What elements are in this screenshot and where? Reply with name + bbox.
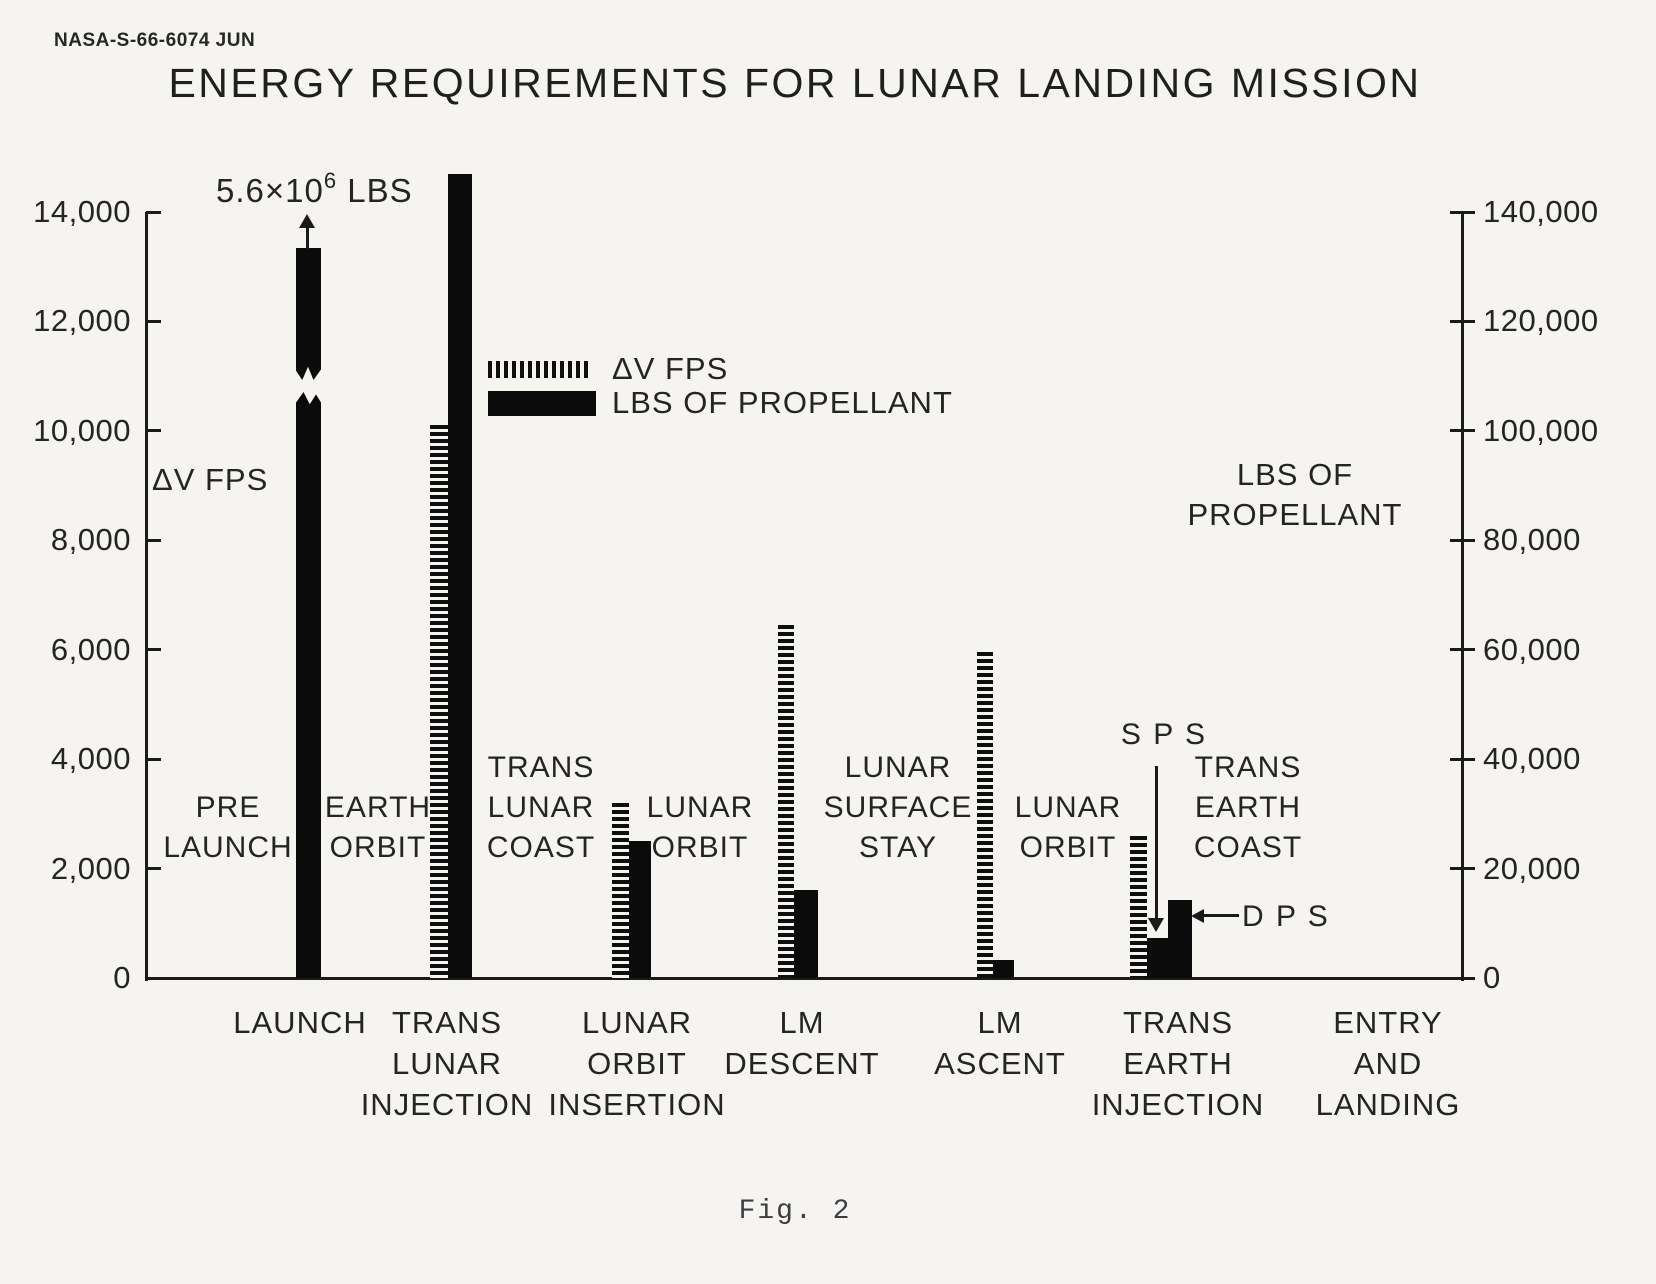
left-axis-tick-label: 8,000 bbox=[50, 522, 131, 558]
right-axis-tick bbox=[1450, 648, 1475, 651]
left-axis-tick-label: 6,000 bbox=[50, 631, 131, 667]
right-axis-tick bbox=[1450, 539, 1475, 542]
launch-propellant-annotation bbox=[216, 168, 413, 210]
sps-arrow-down-icon bbox=[1148, 918, 1164, 932]
bar-propellant-lm-ascent bbox=[993, 960, 1014, 978]
launch-annotation-base: 5.6×10 bbox=[216, 172, 324, 209]
left-axis-tick bbox=[146, 977, 161, 980]
chart-legend bbox=[488, 352, 953, 420]
bar-propellant-launch-lower bbox=[296, 392, 321, 978]
left-axis-tick-label: 10,000 bbox=[33, 412, 131, 448]
left-axis-caption: ΔV FPS bbox=[152, 462, 269, 497]
figure-caption: Fig. 2 bbox=[738, 1196, 852, 1227]
phase-label-trans-lunar-coast: TRANS LUNAR COAST bbox=[486, 751, 596, 864]
dps-annotation: D P S bbox=[1242, 900, 1330, 933]
sps-arrow-shaft bbox=[1155, 766, 1158, 918]
left-axis-tick-label: 4,000 bbox=[50, 741, 131, 777]
right-axis-tick bbox=[1450, 429, 1475, 432]
legend-row-delta-v bbox=[488, 352, 953, 386]
bar-propellant-sps-trans-earth-injection bbox=[1147, 938, 1168, 978]
dps-arrow-shaft bbox=[1203, 914, 1239, 917]
right-axis-tick bbox=[1450, 320, 1475, 323]
left-axis-tick bbox=[146, 758, 161, 761]
right-axis-caption bbox=[1170, 455, 1420, 535]
right-axis-tick-label: 40,000 bbox=[1483, 741, 1581, 777]
delta-v-swatch-icon bbox=[488, 361, 590, 378]
right-axis-tick bbox=[1450, 211, 1475, 214]
right-axis-tick bbox=[1450, 867, 1475, 870]
left-axis-tick-label: 0 bbox=[113, 960, 131, 995]
launch-arrow-up-icon bbox=[299, 214, 315, 228]
phase-label-lunar-surface-stay: LUNAR SURFACE STAY bbox=[823, 751, 973, 864]
category-label-trans-earth-injection: TRANS EARTH INJECTION bbox=[1091, 1005, 1265, 1122]
phase-label-lunar-orbit: LUNAR ORBIT bbox=[1014, 791, 1122, 864]
right-axis-tick-label: 100,000 bbox=[1483, 412, 1599, 448]
category-label-entry-and-landing: ENTRY AND LANDING bbox=[1315, 1005, 1461, 1122]
right-axis-tick-label: 20,000 bbox=[1483, 850, 1581, 886]
right-axis-caption-line2: PROPELLANT bbox=[1187, 497, 1403, 532]
left-axis-tick-label: 2,000 bbox=[50, 850, 131, 886]
right-axis-tick-label: 140,000 bbox=[1483, 194, 1599, 229]
propellant-swatch-icon bbox=[488, 391, 596, 416]
left-axis-tick bbox=[146, 648, 161, 651]
right-axis-caption-line1: LBS OF bbox=[1236, 457, 1354, 492]
bar-delta_v-trans-lunar-injection bbox=[430, 425, 448, 978]
left-axis-tick-label: 14,000 bbox=[33, 194, 131, 229]
left-axis-tick bbox=[146, 211, 161, 214]
launch-annotation-exponent: 6 bbox=[323, 168, 338, 193]
document-id: NASA-S-66-6074 JUN bbox=[54, 30, 256, 51]
right-axis-tick-label: 60,000 bbox=[1483, 631, 1581, 667]
launch-annotation-suffix: LBS bbox=[337, 172, 413, 209]
phase-label-earth-orbit: EARTH ORBIT bbox=[324, 791, 432, 864]
category-label-lm-descent: LM DESCENT bbox=[724, 1005, 880, 1081]
left-axis-tick bbox=[146, 539, 161, 542]
right-axis-tick-label: 0 bbox=[1483, 960, 1501, 995]
left-axis-tick bbox=[146, 429, 161, 432]
right-axis-tick bbox=[1450, 977, 1475, 980]
category-label-trans-lunar-injection: TRANS LUNAR INJECTION bbox=[360, 1005, 534, 1122]
right-axis-line bbox=[1461, 212, 1464, 981]
launch-arrow-shaft bbox=[306, 227, 309, 249]
category-label-lm-ascent: LM ASCENT bbox=[934, 1005, 1066, 1081]
bar-propellant-dps-trans-earth-injection bbox=[1168, 900, 1192, 978]
right-axis-tick-label: 80,000 bbox=[1483, 522, 1581, 558]
bar-propellant-lm-descent bbox=[794, 890, 818, 978]
dps-arrow-left-icon bbox=[1191, 909, 1204, 923]
category-label-lunar-orbit-insertion: LUNAR ORBIT INSERTION bbox=[548, 1005, 726, 1122]
phase-label-lunar-orbit: LUNAR ORBIT bbox=[646, 791, 754, 864]
legend-delta-v-label: ΔV FPS bbox=[612, 351, 729, 386]
legend-propellant-label: LBS OF PROPELLANT bbox=[612, 385, 953, 420]
phase-label-trans-earth-coast: TRANS EARTH COAST bbox=[1193, 751, 1303, 864]
chart-title: ENERGY REQUIREMENTS FOR LUNAR LANDING MISSION bbox=[168, 60, 1422, 106]
sps-annotation: S P S bbox=[1120, 718, 1208, 751]
left-axis-tick bbox=[146, 320, 161, 323]
left-axis-tick-label: 12,000 bbox=[33, 303, 131, 339]
right-axis-tick bbox=[1450, 758, 1475, 761]
phase-label-pre-launch: PRE LAUNCH bbox=[163, 791, 293, 864]
right-axis-tick-label: 120,000 bbox=[1483, 303, 1599, 339]
bar-propellant-launch-upper bbox=[296, 248, 321, 380]
category-label-launch: LAUNCH bbox=[233, 1005, 367, 1040]
legend-row-propellant bbox=[488, 386, 953, 420]
